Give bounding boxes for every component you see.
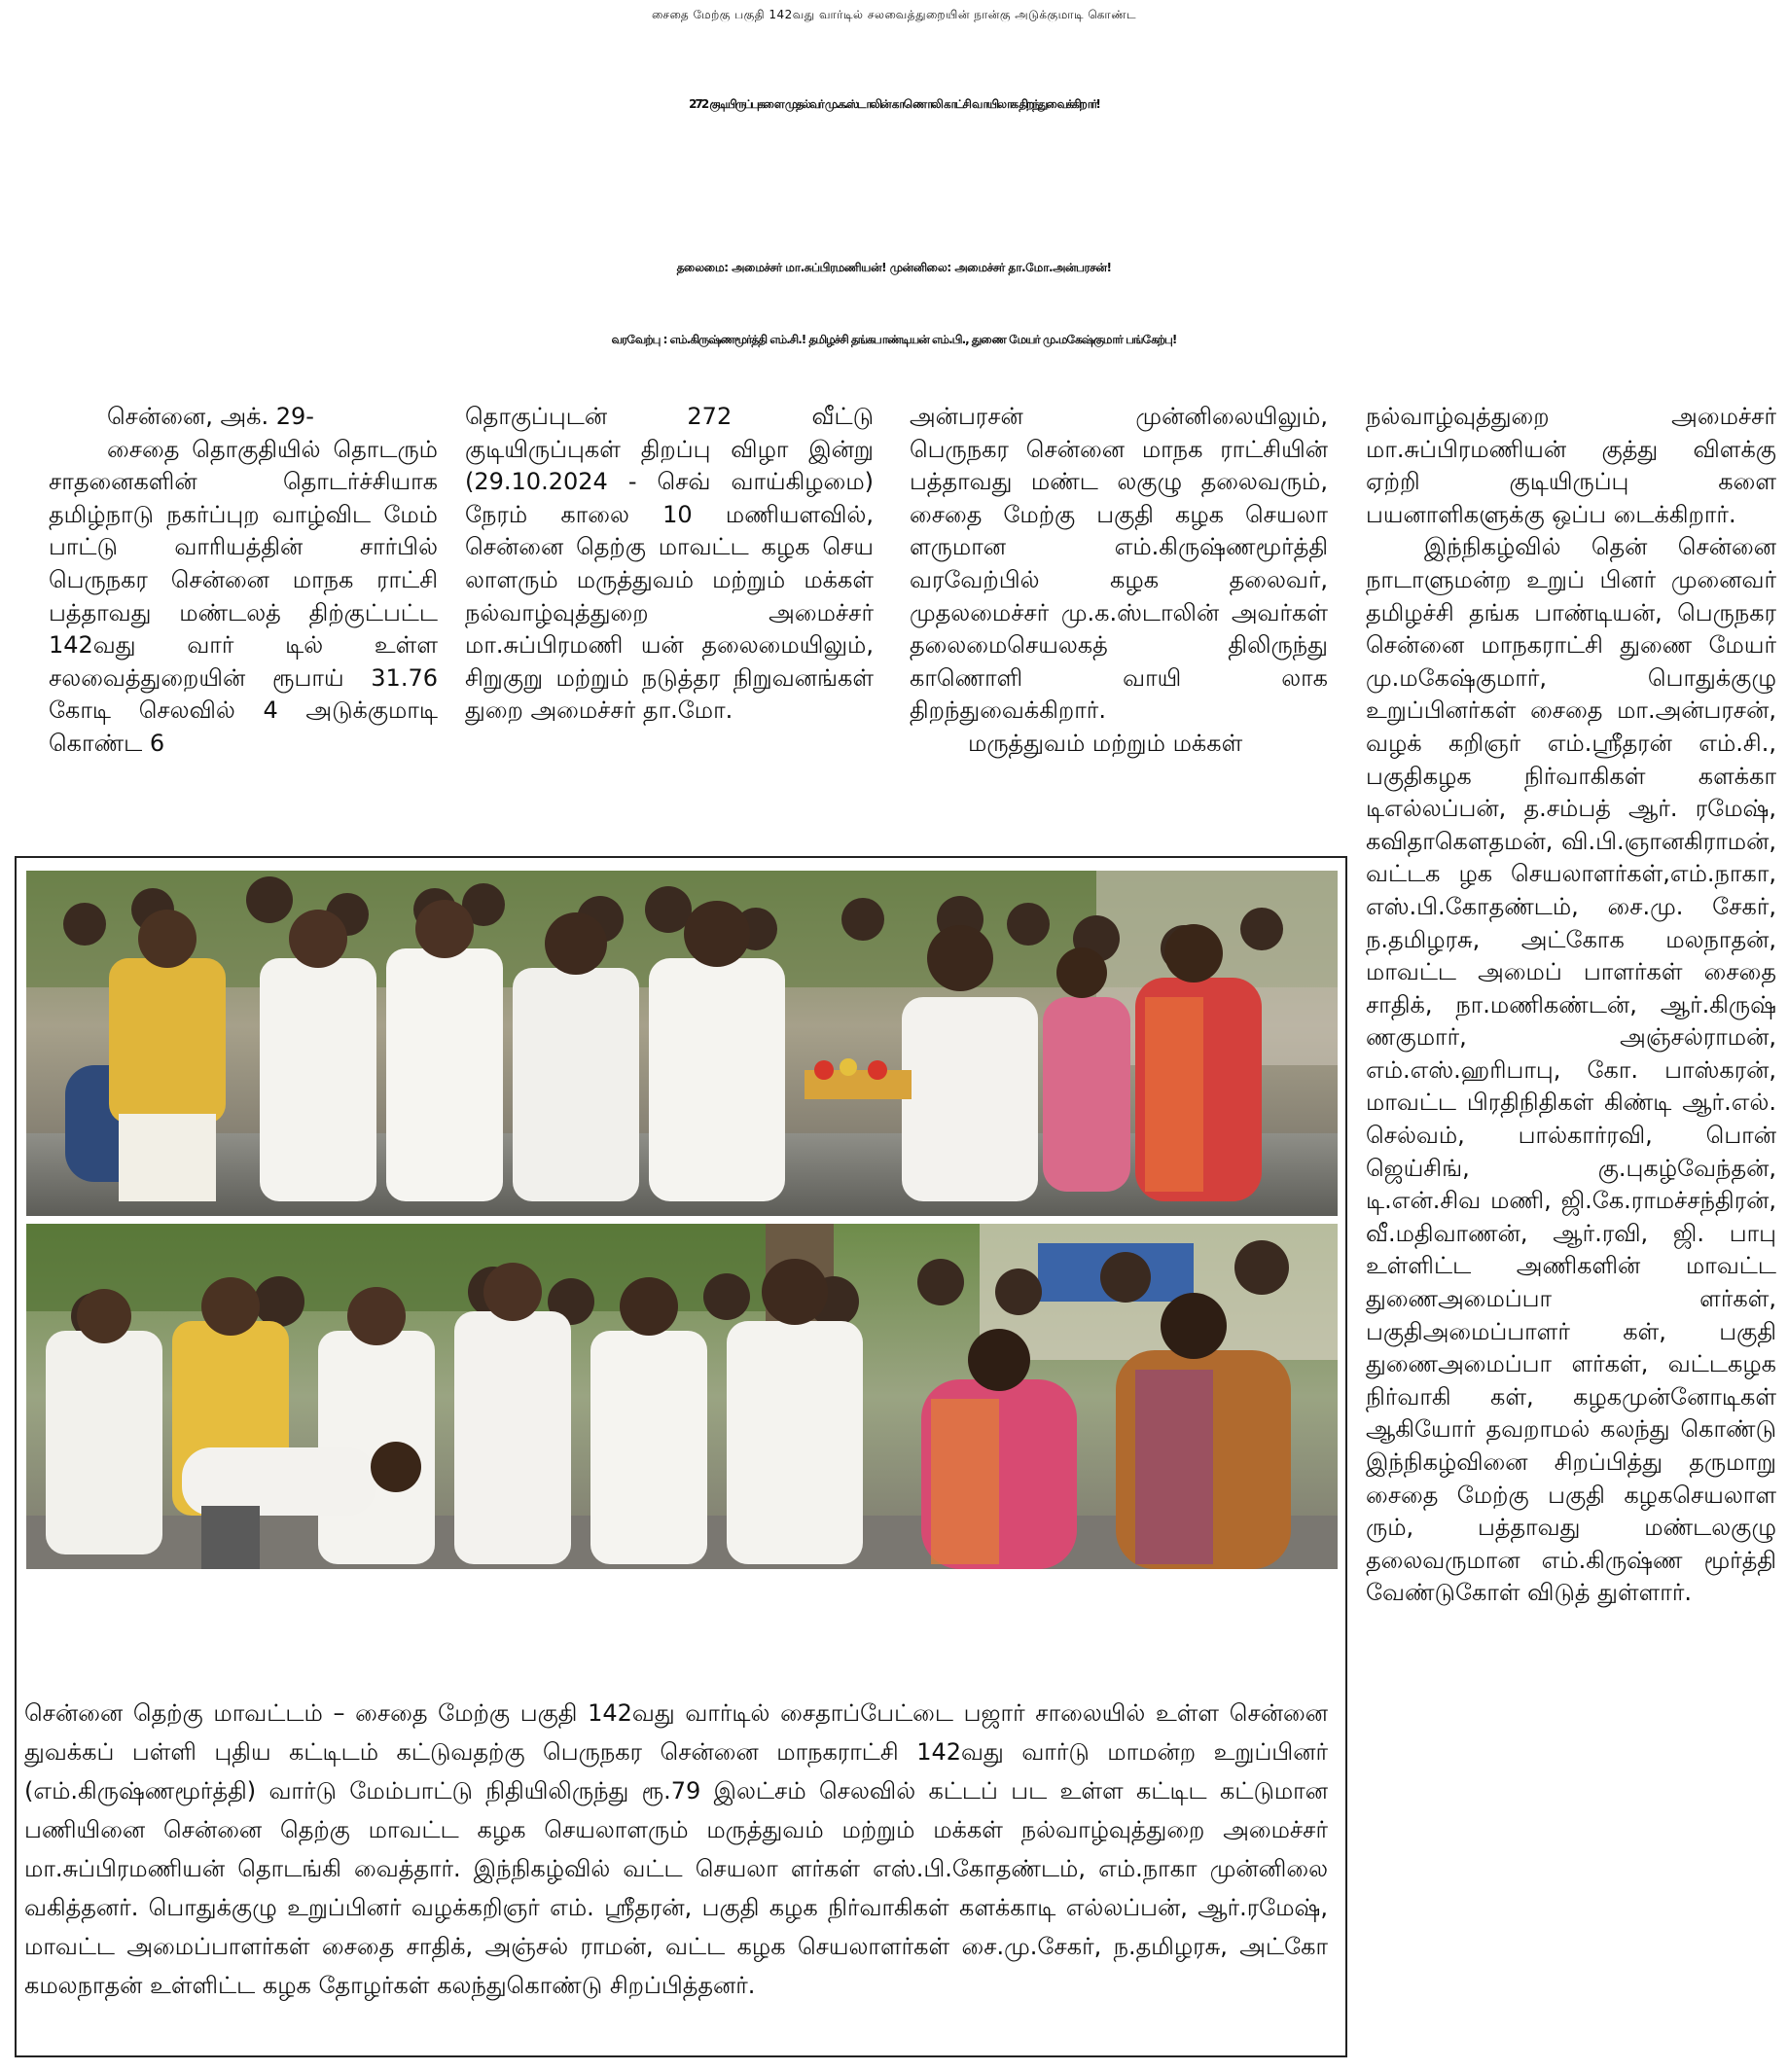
- photo-caption: சென்னை தெற்கு மாவட்டம் – சைதை மேற்கு பகுதி 142வது வார்டில் சைதாப்பேட்டை பஜார் சாலையில் உள்ள சென்னை துவக்கப் பள்ளி புதிய கட்டிடம் கட்டுவதற்கு பெருநகர சென்னை மாநகராட்சி 142வது வார்டு மாமன்ற உறுப்பினர் (எம்.கிருஷ்ணமூர்த்தி) வார்டு மேம்பாட்டு நிதியிலிருந்து ரூ.79 இலட்சம் செலவில் கட்டப் பட உள்ள கட்டிட கட்டுமான பணியினை சென்னை தெற்கு மாவட்ட கழக செயலாளரும் மருத்துவம் மற்றும் மக்கள் நல்வாழ்வுத்துறை அமைச்சர் மா.சுப்பிரமணியன் தொடங்கி வைத்தார். இந்நிகழ்வில் வட்ட செயலா ளர்கள் எஸ்.பி.கோதண்டம், எம்.நாகா முன்னிலை வகித்தனர். பொதுக்குழு உறுப்பினர் வழக்கறிஞர் எம். ஸ்ரீதரன், பகுதி கழக நிர்வாகிகள் களக்காடி எல்லப்பன், ஆர்.ரமேஷ், மாவட்ட அமைப்பாளர்கள் சைதை சாதிக், அஞ்சல் ராமன், வட்ட கழக செயலாளர்கள் சை.மு.சேகர், ந.தமிழரசு, அட்கோ கமலநாதன் உள்ளிட்ட கழக தோழர்கள் கலந்துகொண்டு சிறப்பித்தனர்.: [24, 1699, 1328, 1999]
- headline-sub-2: வரவேற்பு : எம்.கிருஷ்ணமூர்த்தி எம்.சி.! தமிழச்சி தங்கபாண்டியன் எம்.பி., துணை மேயர் மு.மகேஷ்குமார் பங்கேற்பு!: [611, 333, 1177, 346]
- article-column-1: [49, 401, 438, 761]
- article-column-2: [465, 401, 874, 728]
- event-photo-2-image: [26, 1224, 1338, 1569]
- headline-main: 272 குடியிருப்புகளை முதல்வர் மு.க.ஸ்டாலின் காணொலி காட்சி வாயிலாக திறந்துவைக்கிறார்!: [689, 97, 1099, 111]
- article-paragraph: மருத்துவம் மற்றும் மக்கள்: [968, 729, 1243, 757]
- article-column-3: [910, 401, 1328, 761]
- article-paragraph: நல்வாழ்வுத்துறை அமைச்சர் மா.சுப்பிரமணியன் குத்து விளக்கு ஏற்றி குடியிருப்பு களை பயனாளிகளுக்கு ஒப்ப டைக்கிறார்.: [1366, 403, 1776, 528]
- article-paragraph: அன்பரசன் முன்னிலையிலும், பெருநகர சென்னை மாநக ராட்சியின் பத்தாவது மண்ட லகுழு தலைவரும், சைதை மேற்கு பகுதி கழக செயலா ளருமான எம்.கிருஷ்ணமூர்த்தி வரவேற்பில் கழக தலைவர், முதலமைச்சர் மு.க.ஸ்டாலின் அவர்கள் தலைமைசெயலகத் திலிருந்து காணொளி வாயி லாக திறந்துவைக்கிறார்.: [910, 403, 1328, 725]
- article-paragraph: சைதை தொகுதியில் தொடரும் சாதனைகளின் தொடர்ச்சியாக தமிழ்நாடு நகர்ப்புற வாழ்விட மேம் பாட்டு வாரியத்தின் சார்பில் பெருநகர சென்னை மாநக ராட்சி பத்தாவது மண்டலத் திற்குட்பட்ட 142வது வார் டில் உள்ள சலவைத்துறையின் ரூபாய் 31.76 கோடி செலவில் 4 அடுக்குமாடி கொண்ட 6: [49, 435, 438, 757]
- headline-sub-1: தலைமை: அமைச்சர் மா.சுப்பிரமணியன்! முன்னிலை: அமைச்சர் தா.மோ.அன்பரசன்!: [676, 261, 1112, 274]
- article-column-4: [1366, 401, 1776, 1610]
- event-photo-2: [26, 1224, 1338, 1569]
- headline-kicker: சைதை மேற்கு பகுதி 142வது வார்டில் சலவைத்துறையின் நான்கு அடுக்குமாடி கொண்ட: [651, 8, 1137, 21]
- event-photo-1: [26, 871, 1338, 1216]
- dateline: சென்னை, அக். 29-: [107, 403, 314, 430]
- article-paragraph: தொகுப்புடன் 272 வீட்டு குடியிருப்புகள் திறப்பு விழா இன்று (29.10.2024 - செவ் வாய்கிழமை) நேரம் காலை 10 மணியளவில், சென்னை தெற்கு மாவட்ட கழக செய லாளரும் மருத்துவம் மற்றும் மக்கள் நல்வாழ்வுத்துறை அமைச்சர் மா.சுப்பிரமணி யன் தலைமையிலும், சிறுகுறு மற்றும் நடுத்தர நிறுவனங்கள் துறை அமைச்சர் தா.மோ.: [465, 403, 874, 725]
- event-photo-1-image: [26, 871, 1338, 1216]
- article-paragraph: இந்நிகழ்வில் தென் சென்னை நாடாளுமன்ற உறுப் பினர் முனைவர் தமிழச்சி தங்க பாண்டியன், பெருநகர சென்னை மாநகராட்சி துணை மேயர் மு.மகேஷ்குமார், பொதுக்குழு உறுப்பினர்கள் சைதை மா.அன்பரசன், வழக் கறிஞர் எம்.ஸ்ரீதரன் எம்.சி., பகுதிகழக நிர்வாகிகள் களக்கா டிஎல்லப்பன், த.சம்பத் ஆர். ரமேஷ், கவிதாகௌதமன், வி.பி.ஞானகிராமன், வட்டக ழக செயலாளர்கள்,எம்.நாகா, எஸ்.பி.கோதண்டம், சை.மு. சேகர், ந.தமிழரசு, அட்கோக மலநாதன், மாவட்ட அமைப் பாளர்கள் சைதை சாதிக், நா.மணிகண்டன், ஆர்.கிருஷ் ணகுமார், அஞ்சல்ராமன், எம்.எஸ்.ஹரிபாபு, கோ. பாஸ்கரன், மாவட்ட பிரதிநிதிகள் கிண்டி ஆர்.எல். செல்வம், பால்கார்ரவி, பொன் ஜெய்சிங், கு.புகழ்வேந்தன், டி.என்.சிவ மணி, ஜி.கே.ராமச்சந்திரன், வீ.மதிவாணன், ஆர்.ரவி, ஜி. பாபு உள்ளிட்ட அணிகளின் மாவட்ட துணைஅமைப்பா ளர்கள், பகுதிஅமைப்பாளர் கள், பகுதி துணைஅமைப்பா ளர்கள், வட்டகழக நிர்வாகி கள், கழகமுன்னோடிகள் ஆகியோர் தவறாமல் கலந்து கொண்டு இந்நிகழ்வினை சிறப்பித்து தருமாறு சைதை மேற்கு பகுதி கழகசெயலாள ரும், பத்தாவது மண்டலகுழு தலைவருமான எம்.கிருஷ்ண மூர்த்தி வேண்டுகோள் விடுத் துள்ளார்.: [1366, 533, 1776, 1607]
